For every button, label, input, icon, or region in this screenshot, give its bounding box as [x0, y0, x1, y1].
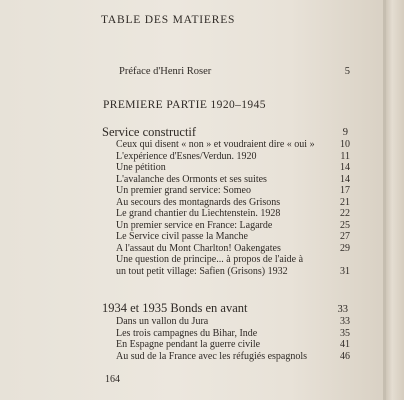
page-edge [386, 0, 404, 400]
toc-entry-list [116, 316, 350, 362]
entry-title: A l'assaut du Mont Charlton! Oakengates [116, 242, 281, 254]
entry-title: Le grand chantier du Liechtenstein. 1928 [116, 208, 281, 219]
entry-title: Au sud de la France avec les réfugiés espagnols [116, 350, 308, 362]
toc-entry [116, 151, 350, 163]
section-page-number: 9 [342, 127, 348, 138]
entry-page-number: 27 [340, 231, 350, 242]
toc-entry [116, 220, 350, 232]
toc-entry [116, 162, 350, 174]
entry-page-number: 31 [340, 265, 350, 277]
toc-entry [116, 197, 350, 209]
toc-entry [116, 351, 350, 363]
section-page-number: 33 [337, 304, 348, 315]
page-number: 164 [105, 374, 120, 385]
toc-entry [116, 174, 350, 186]
toc-entry-list [116, 139, 350, 277]
part-title: PREMIERE PARTIE 1920–1945 [103, 99, 266, 111]
entry-title: Les trois campagnes du Bihar, Inde [116, 327, 258, 339]
toc-entry [116, 243, 350, 255]
entry-title: En Espagne pendant la guerre civile [116, 339, 261, 350]
section-heading: Service constructif [102, 125, 197, 139]
entry-title: Une pétition [116, 162, 166, 173]
entry-page-number: 17 [340, 185, 350, 196]
toc-entry [116, 139, 350, 151]
entry-page-number: 11 [340, 150, 350, 162]
entry-title: Ceux qui disent « non » et voudraient dire « oui » [116, 139, 315, 150]
entry-title: Une question de principe... à propos de l'aide à [116, 254, 304, 265]
entry-page-number: 14 [340, 162, 350, 173]
toc-entry [116, 254, 350, 266]
entry-title: Au secours des montagnards des Grisons [116, 196, 281, 208]
entry-title: L'expérience d'Esnes/Verdun. 1920 [116, 150, 257, 162]
entry-page-number: 35 [340, 327, 350, 339]
entry-page-number: 33 [340, 316, 350, 327]
toc-entry [116, 339, 350, 351]
entry-title: Un premier grand service: Someo [116, 185, 251, 196]
entry-page-number: 22 [340, 208, 350, 219]
entry-title: un tout petit village: Safien (Grisons) 1932 [116, 265, 288, 277]
toc-title: TABLE DES MATIERES [101, 14, 236, 26]
entry-page-number: 14 [340, 173, 350, 185]
toc-entry [116, 328, 350, 340]
section-heading: 1934 et 1935 Bonds en avant [102, 301, 248, 315]
entry-title: Un premier service en France: Lagarde [116, 219, 273, 231]
toc-entry [116, 266, 350, 278]
entry-page-number: 25 [340, 219, 350, 231]
toc-entry [116, 208, 350, 220]
preface-title: Préface d'Henri Roser [119, 66, 212, 77]
entry-page-number: 10 [340, 139, 350, 150]
entry-page-number: 21 [340, 196, 350, 208]
entry-title: Dans un vallon du Jura [116, 316, 209, 327]
toc-entry [116, 316, 350, 328]
entry-title: L'avalanche des Ormonts et ses suites [116, 173, 267, 185]
toc-entry [116, 231, 350, 243]
entry-page-number: 46 [340, 350, 350, 362]
entry-title: Le Service civil passe la Manche [116, 231, 248, 242]
entry-page-number: 41 [340, 339, 350, 350]
entry-page-number: 29 [340, 242, 350, 254]
toc-entry [116, 185, 350, 197]
preface-page-number: 5 [344, 66, 350, 77]
